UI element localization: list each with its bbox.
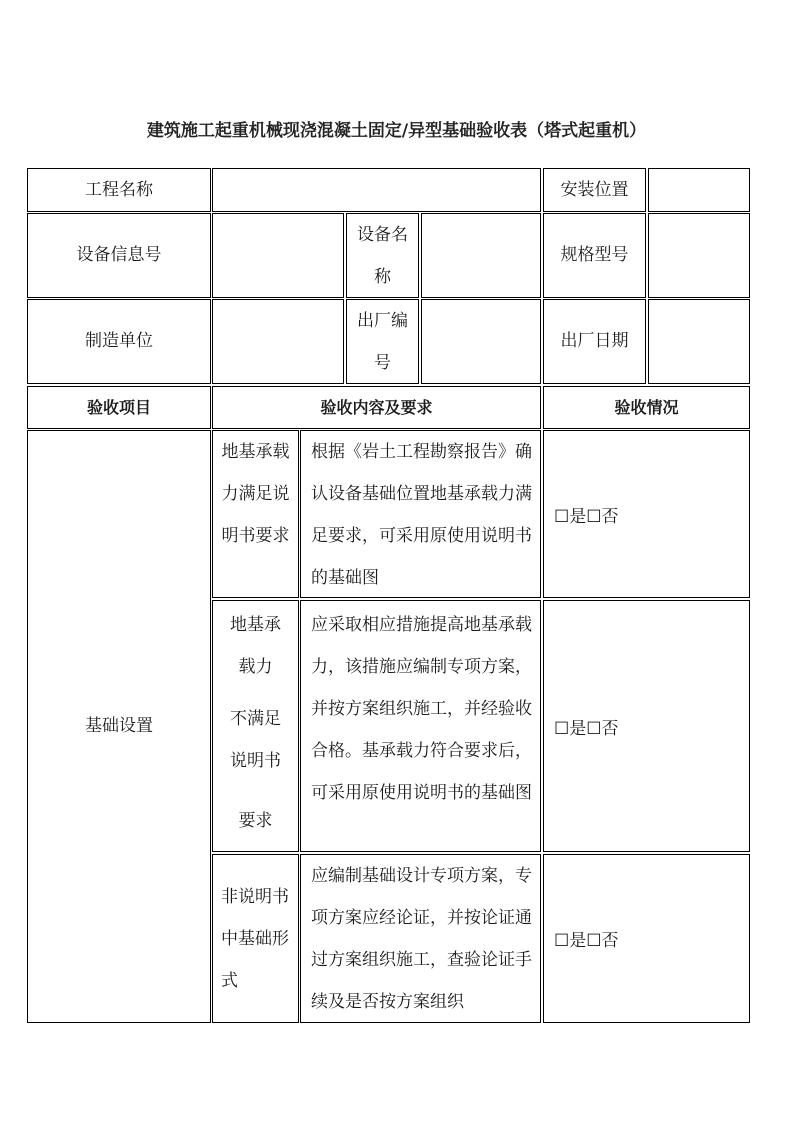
- document-title: 建筑施工起重机械现浇混凝土固定/异型基础验收表（塔式起重机）: [146, 121, 647, 141]
- device-name-label: 设备名称: [346, 213, 419, 298]
- condition-line: 说明书: [230, 751, 281, 771]
- section-name: 基础设置: [27, 430, 211, 1023]
- project-name-label: 工程名称: [27, 168, 211, 212]
- condition-line: 不满足: [230, 709, 281, 729]
- requirement-text: 根据《岩土工程勘察报告》确认设备基础位置地基承载力满足要求，可采用原使用说明书的基础图: [300, 430, 541, 598]
- header-item: 验收项目: [27, 386, 211, 429]
- requirement-text: 应采取相应措施提高地基承载力，该措施应编制专项方案，并按方案组织施工，并经验收合格。基承载力符合要求后，可采用原使用说明书的基础图: [300, 600, 541, 852]
- manufacturer-label: 制造单位: [27, 299, 211, 384]
- condition-label: [212, 600, 299, 852]
- project-name-value[interactable]: [212, 168, 541, 212]
- device-info-no-value[interactable]: [212, 213, 344, 298]
- acceptance-status[interactable]: ☐是☐否: [543, 430, 750, 598]
- acceptance-status[interactable]: ☐是☐否: [543, 600, 750, 852]
- install-position-value[interactable]: [648, 168, 750, 212]
- spec-model-value[interactable]: [648, 213, 750, 298]
- factory-no-value[interactable]: [421, 299, 541, 384]
- factory-no-label: 出厂编号: [346, 299, 419, 384]
- header-status: 验收情况: [543, 386, 750, 429]
- device-info-no-label: 设备信息号: [27, 213, 211, 298]
- factory-date-value[interactable]: [648, 299, 750, 384]
- install-position-label: 安装位置: [543, 168, 646, 212]
- manufacturer-value[interactable]: [212, 299, 344, 384]
- device-name-value[interactable]: [421, 213, 541, 298]
- requirement-text: 应编制基础设计专项方案，专项方案应经论证，并按论证通过方案组织施工，查验论证手续及是否按方案组织: [300, 854, 541, 1023]
- condition-line: 要求: [238, 811, 273, 831]
- header-content: 验收内容及要求: [212, 386, 541, 429]
- condition-line: 载力: [238, 657, 273, 677]
- condition-label: 地基承载力满足说明书要求: [212, 430, 299, 598]
- factory-date-label: 出厂日期: [543, 299, 646, 384]
- acceptance-status[interactable]: ☐是☐否: [543, 854, 750, 1023]
- condition-label: 非说明书中基础形式: [212, 854, 299, 1023]
- spec-model-label: 规格型号: [543, 213, 646, 298]
- condition-line: 地基承: [230, 615, 281, 635]
